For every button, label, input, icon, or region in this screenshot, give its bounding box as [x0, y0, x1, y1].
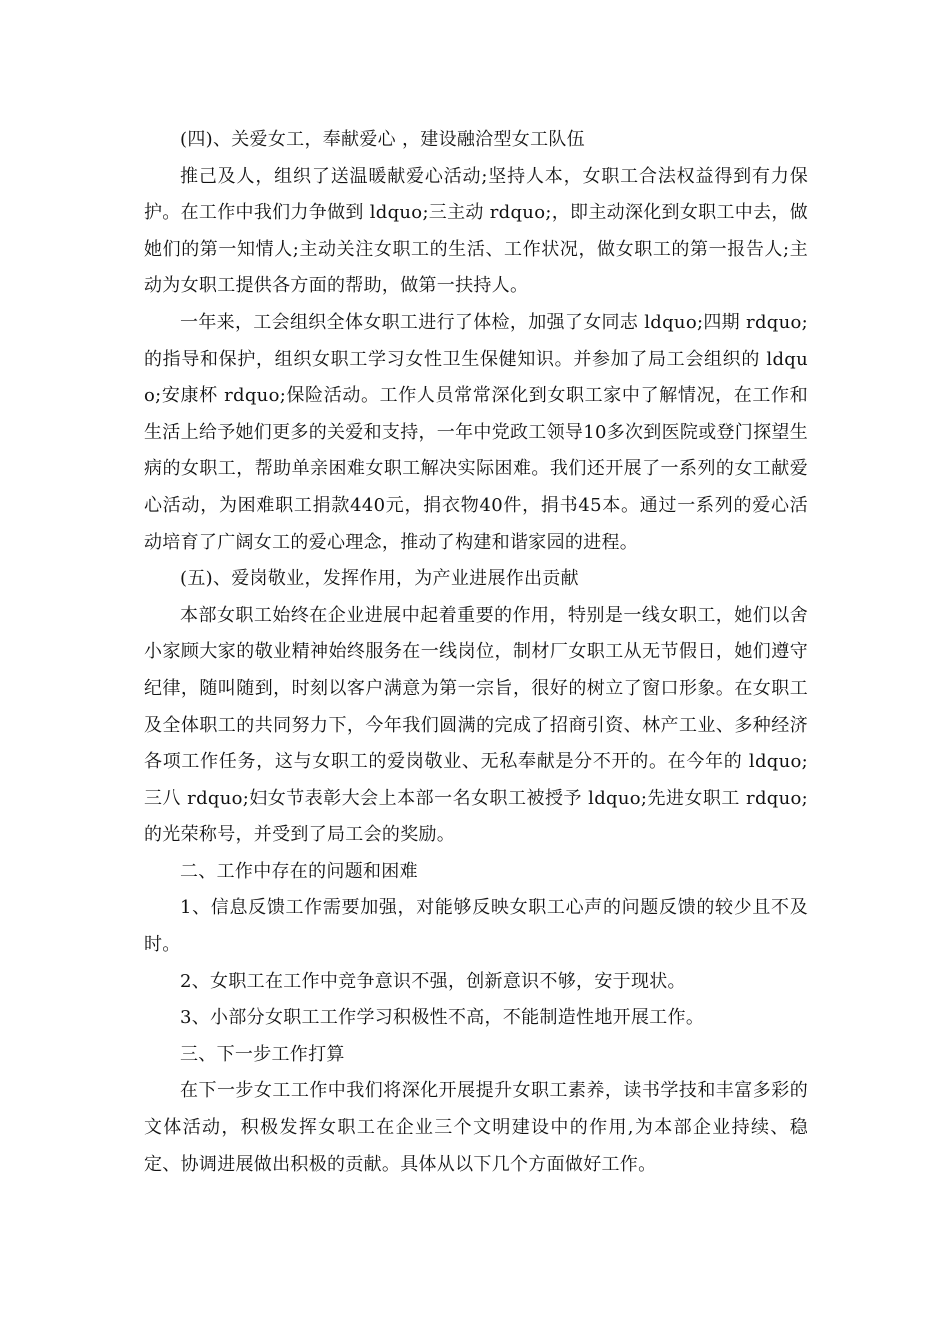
section-heading-dedication: (五)、爱岗敬业，发挥作用，为产业进展作出贡献	[180, 568, 579, 590]
list-item: 1、信息反馈工作需要加强，对能够反映女职工心声的问题反馈的较少且不及时。	[144, 897, 808, 956]
section-heading-next-steps: 三、下一步工作打算	[180, 1043, 345, 1065]
body-paragraph: 一年来，工会组织全体女职工进行了体检，加强了女同志 ldquo;四期 rdquo;的指导和保护，组织女职工学习女性卫生保健知识。并参加了局工会组织的 ldquo;安康杯 rdquo;保险活动。工作人员常常深化到女职工家中了解情况，在工作和生活上给予她们更多的关爱和支持，一年中党政工领导10多次到医院或登门探望生病的女职工，帮助单亲困难女职工解决实际困难。我们还开展了一系列的女工献爱心活动，为困难职工捐款440元，捐衣物40件，捐书45本。通过一系列的爱心活动培育了广阔女工的爱心理念，推动了构建和谐家园的进程。	[144, 311, 809, 553]
document-body	[144, 122, 808, 1183]
section-heading-problems: 二、工作中存在的问题和困难	[180, 860, 418, 882]
section-heading-caring-female-workers: (四)、关爱女工，奉献爱心 ，建设融洽型女工队伍	[180, 129, 585, 150]
body-paragraph: 在下一步女工工作中我们将深化开展提升女职工素养，读书学技和丰富多彩的文体活动，积极发挥女职工在企业三个文明建设中的作用,为本部企业持续、稳定、协调进展做出积极的贡献。具体从以下几个方面做好工作。	[144, 1080, 808, 1175]
list-item: 3、小部分女职工工作学习积极性不高，不能制造性地开展工作。	[180, 1007, 705, 1029]
body-paragraph: 推己及人，组织了送温暖献爱心活动;坚持人本，女职工合法权益得到有力保护。在工作中我们力争做到 ldquo;三主动 rdquo;，即主动深化到女职工中去，做她们的第一知情人;主动关注女职工的生活、工作状况，做女职工的第一报告人;主动为女职工提供各方面的帮助，做第一扶持人。	[144, 165, 808, 297]
list-item: 2、女职工在工作中竞争意识不强，创新意识不够，安于现状。	[180, 970, 686, 992]
body-paragraph: 本部女职工始终在企业进展中起着重要的作用，特别是一线女职工，她们以舍小家顾大家的敬业精神始终服务在一线岗位，制材厂女职工从无节假日，她们遵守纪律，随叫随到，时刻以客户满意为第一宗旨，很好的树立了窗口形象。在女职工及全体职工的共同努力下，今年我们圆满的完成了招商引资、林产工业、多种经济各项工作任务，这与女职工的爱岗敬业、无私奉献是分不开的。在今年的 ldquo;三八 rdquo;妇女节表彰大会上本部一名女职工被授予 ldquo;先进女职工 rdquo;的光荣称号，并受到了局工会的奖励。	[144, 604, 808, 846]
